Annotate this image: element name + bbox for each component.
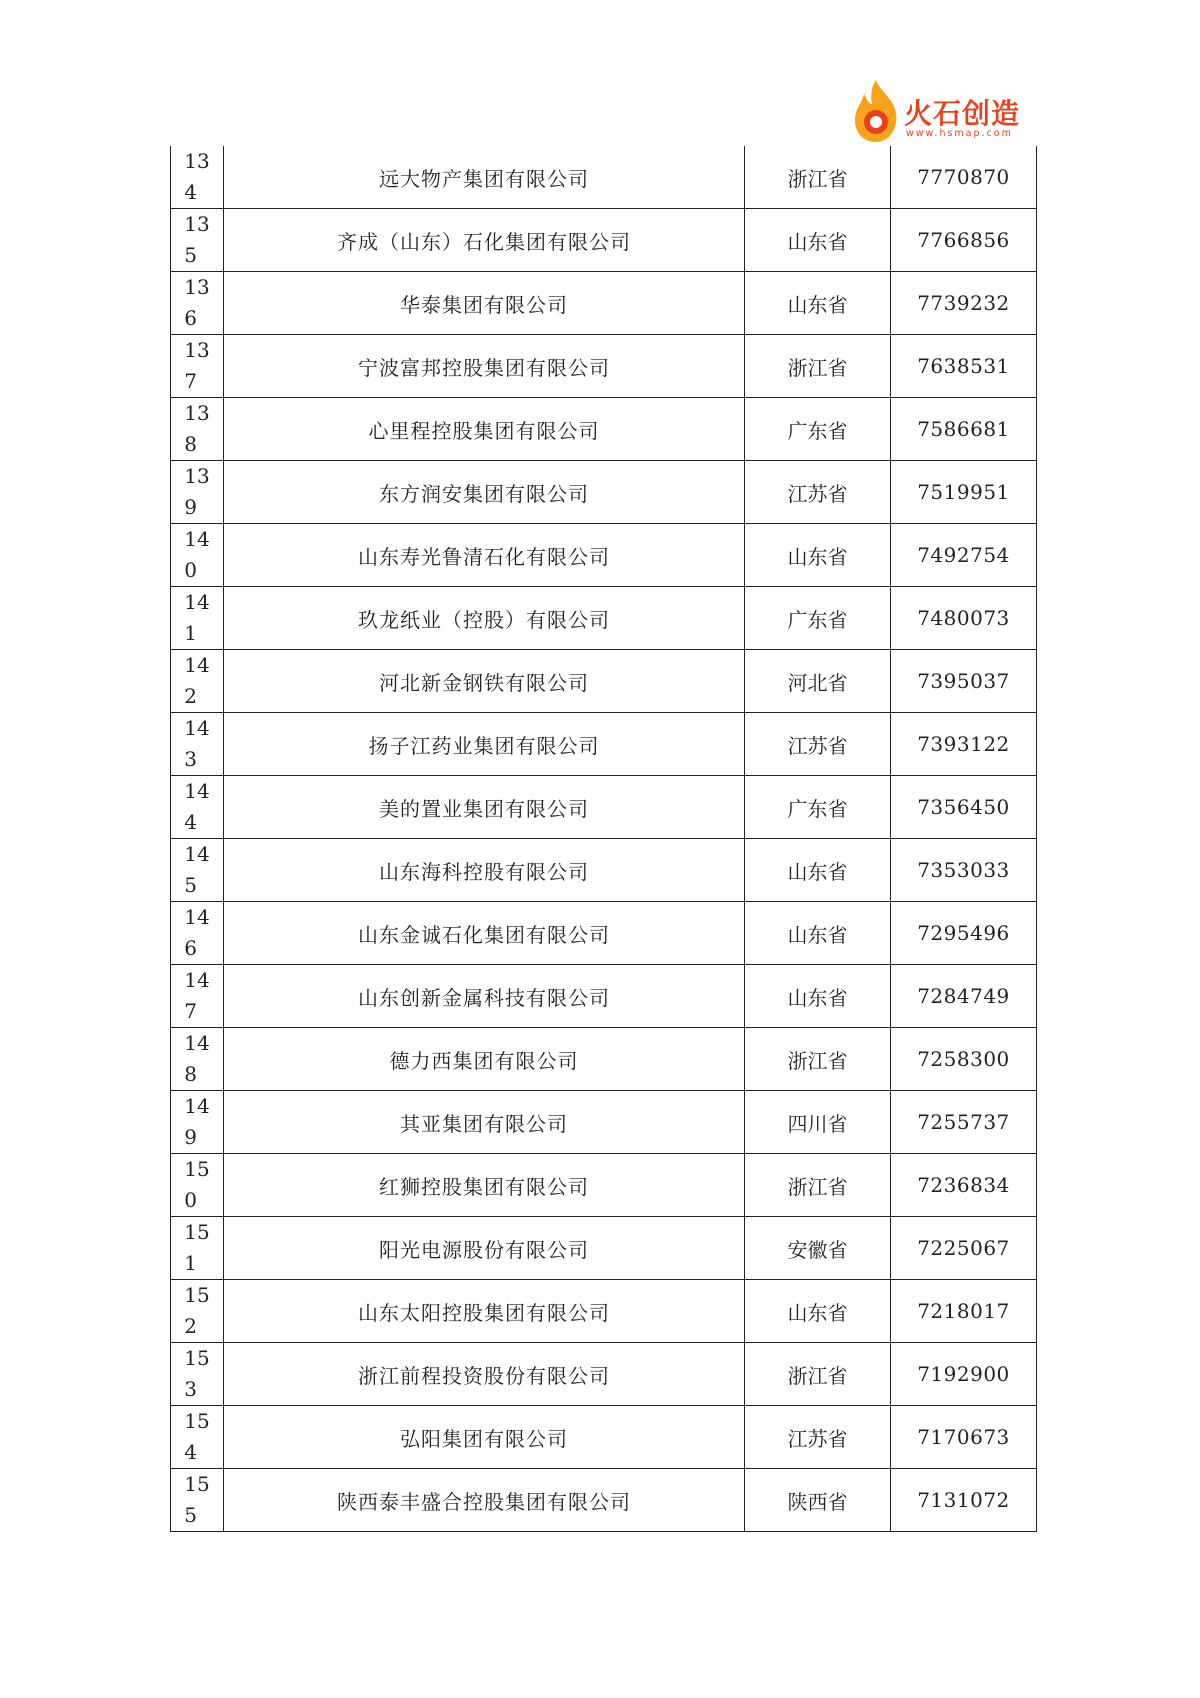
flame-icon xyxy=(850,78,902,144)
province-cell: 山东省 xyxy=(745,272,891,335)
value-cell: 7218017 xyxy=(891,1280,1037,1343)
rank-cell xyxy=(171,839,224,902)
province-cell: 江苏省 xyxy=(745,1406,891,1469)
rank-cell xyxy=(171,461,224,524)
value-cell: 7236834 xyxy=(891,1154,1037,1217)
value-cell: 7739232 xyxy=(891,272,1037,335)
logo-brand-name: 火石创造 xyxy=(904,97,1021,130)
province-cell: 安徽省 xyxy=(745,1217,891,1280)
company-name-cell: 山东创新金属科技有限公司 xyxy=(224,965,745,1028)
rank-cell xyxy=(171,272,224,335)
rank-cell xyxy=(171,1280,224,1343)
province-cell: 广东省 xyxy=(745,398,891,461)
value-cell: 7192900 xyxy=(891,1343,1037,1406)
value-cell: 7766856 xyxy=(891,209,1037,272)
rank-number: 150 xyxy=(184,1157,210,1212)
province-cell: 浙江省 xyxy=(745,1028,891,1091)
hsmap-logo xyxy=(850,78,1030,148)
rank-number: 143 xyxy=(184,716,210,771)
value-cell: 7586681 xyxy=(891,398,1037,461)
value-cell: 7284749 xyxy=(891,965,1037,1028)
rank-number: 144 xyxy=(184,779,210,834)
table-row xyxy=(171,776,1037,839)
rank-number: 134 xyxy=(184,149,210,204)
table-row xyxy=(171,272,1037,335)
rank-cell xyxy=(171,524,224,587)
table-row xyxy=(171,1406,1037,1469)
rank-number: 135 xyxy=(184,212,210,267)
rank-number: 153 xyxy=(184,1346,210,1401)
province-cell: 江苏省 xyxy=(745,461,891,524)
company-name-cell: 其亚集团有限公司 xyxy=(224,1091,745,1154)
province-cell: 陕西省 xyxy=(745,1469,891,1532)
table-row xyxy=(171,713,1037,776)
rank-cell xyxy=(171,146,224,209)
value-cell: 7770870 xyxy=(891,146,1037,209)
rank-cell xyxy=(171,965,224,1028)
company-name-cell: 阳光电源股份有限公司 xyxy=(224,1217,745,1280)
rank-cell xyxy=(171,1406,224,1469)
table-row xyxy=(171,1154,1037,1217)
table-row xyxy=(171,965,1037,1028)
value-cell: 7131072 xyxy=(891,1469,1037,1532)
company-name-cell: 华泰集团有限公司 xyxy=(224,272,745,335)
value-cell: 7480073 xyxy=(891,587,1037,650)
logo-url-text: www.hsmap.com xyxy=(906,128,1013,139)
value-cell: 7395037 xyxy=(891,650,1037,713)
company-name-cell: 德力西集团有限公司 xyxy=(224,1028,745,1091)
province-cell: 浙江省 xyxy=(745,146,891,209)
value-cell: 7170673 xyxy=(891,1406,1037,1469)
value-cell: 7356450 xyxy=(891,776,1037,839)
province-cell: 河北省 xyxy=(745,650,891,713)
rank-number: 146 xyxy=(184,905,210,960)
rank-number: 147 xyxy=(184,968,210,1023)
rank-number: 139 xyxy=(184,464,210,519)
table-row xyxy=(171,839,1037,902)
province-cell: 广东省 xyxy=(745,587,891,650)
rank-cell xyxy=(171,776,224,839)
province-cell: 四川省 xyxy=(745,1091,891,1154)
company-name-cell: 陕西泰丰盛合控股集团有限公司 xyxy=(224,1469,745,1532)
rank-cell xyxy=(171,209,224,272)
company-name-cell: 东方润安集团有限公司 xyxy=(224,461,745,524)
rank-cell xyxy=(171,1091,224,1154)
value-cell: 7393122 xyxy=(891,713,1037,776)
value-cell: 7295496 xyxy=(891,902,1037,965)
company-name-cell: 山东太阳控股集团有限公司 xyxy=(224,1280,745,1343)
rank-cell xyxy=(171,335,224,398)
rank-cell xyxy=(171,1154,224,1217)
table-row xyxy=(171,1343,1037,1406)
company-name-cell: 弘阳集团有限公司 xyxy=(224,1406,745,1469)
rank-number: 140 xyxy=(184,527,210,582)
value-cell: 7519951 xyxy=(891,461,1037,524)
company-name-cell: 山东金诚石化集团有限公司 xyxy=(224,902,745,965)
company-name-cell: 山东寿光鲁清石化有限公司 xyxy=(224,524,745,587)
province-cell: 山东省 xyxy=(745,965,891,1028)
rank-number: 142 xyxy=(184,653,210,708)
table-row xyxy=(171,1217,1037,1280)
province-cell: 山东省 xyxy=(745,839,891,902)
value-cell: 7353033 xyxy=(891,839,1037,902)
rank-number: 138 xyxy=(184,401,210,456)
table-row xyxy=(171,335,1037,398)
rank-cell xyxy=(171,902,224,965)
rank-number: 154 xyxy=(184,1409,210,1464)
rank-number: 155 xyxy=(184,1472,210,1527)
company-name-cell: 浙江前程投资股份有限公司 xyxy=(224,1343,745,1406)
table-row xyxy=(171,398,1037,461)
province-cell: 浙江省 xyxy=(745,1154,891,1217)
value-cell: 7258300 xyxy=(891,1028,1037,1091)
rank-number: 145 xyxy=(184,842,210,897)
company-ranking-table xyxy=(170,146,1037,1532)
rank-cell xyxy=(171,1469,224,1532)
province-cell: 江苏省 xyxy=(745,713,891,776)
rank-number: 148 xyxy=(184,1031,210,1086)
table-row xyxy=(171,902,1037,965)
table-row xyxy=(171,524,1037,587)
company-name-cell: 扬子江药业集团有限公司 xyxy=(224,713,745,776)
province-cell: 浙江省 xyxy=(745,335,891,398)
rank-number: 149 xyxy=(184,1094,210,1149)
table-row xyxy=(171,1280,1037,1343)
table-row xyxy=(171,1028,1037,1091)
value-cell: 7225067 xyxy=(891,1217,1037,1280)
rank-number: 151 xyxy=(184,1220,210,1275)
company-name-cell: 美的置业集团有限公司 xyxy=(224,776,745,839)
rank-cell xyxy=(171,587,224,650)
company-name-cell: 宁波富邦控股集团有限公司 xyxy=(224,335,745,398)
rank-number: 152 xyxy=(184,1283,210,1338)
table-row xyxy=(171,209,1037,272)
province-cell: 浙江省 xyxy=(745,1343,891,1406)
rank-number: 141 xyxy=(184,590,210,645)
province-cell: 山东省 xyxy=(745,524,891,587)
rank-cell xyxy=(171,398,224,461)
company-name-cell: 红狮控股集团有限公司 xyxy=(224,1154,745,1217)
value-cell: 7255737 xyxy=(891,1091,1037,1154)
table-row xyxy=(171,1091,1037,1154)
table-row xyxy=(171,650,1037,713)
rank-cell xyxy=(171,650,224,713)
company-name-cell: 远大物产集团有限公司 xyxy=(224,146,745,209)
province-cell: 山东省 xyxy=(745,209,891,272)
table-row xyxy=(171,587,1037,650)
province-cell: 山东省 xyxy=(745,902,891,965)
company-name-cell: 玖龙纸业（控股）有限公司 xyxy=(224,587,745,650)
company-name-cell: 山东海科控股有限公司 xyxy=(224,839,745,902)
value-cell: 7638531 xyxy=(891,335,1037,398)
company-name-cell: 心里程控股集团有限公司 xyxy=(224,398,745,461)
rank-cell xyxy=(171,713,224,776)
company-name-cell: 河北新金钢铁有限公司 xyxy=(224,650,745,713)
table-row xyxy=(171,146,1037,209)
company-name-cell: 齐成（山东）石化集团有限公司 xyxy=(224,209,745,272)
table-row xyxy=(171,1469,1037,1532)
rank-cell xyxy=(171,1217,224,1280)
rank-cell xyxy=(171,1343,224,1406)
rank-cell xyxy=(171,1028,224,1091)
rank-number: 136 xyxy=(184,275,210,330)
value-cell: 7492754 xyxy=(891,524,1037,587)
province-cell: 广东省 xyxy=(745,776,891,839)
table-row xyxy=(171,461,1037,524)
rank-number: 137 xyxy=(184,338,210,393)
province-cell: 山东省 xyxy=(745,1280,891,1343)
